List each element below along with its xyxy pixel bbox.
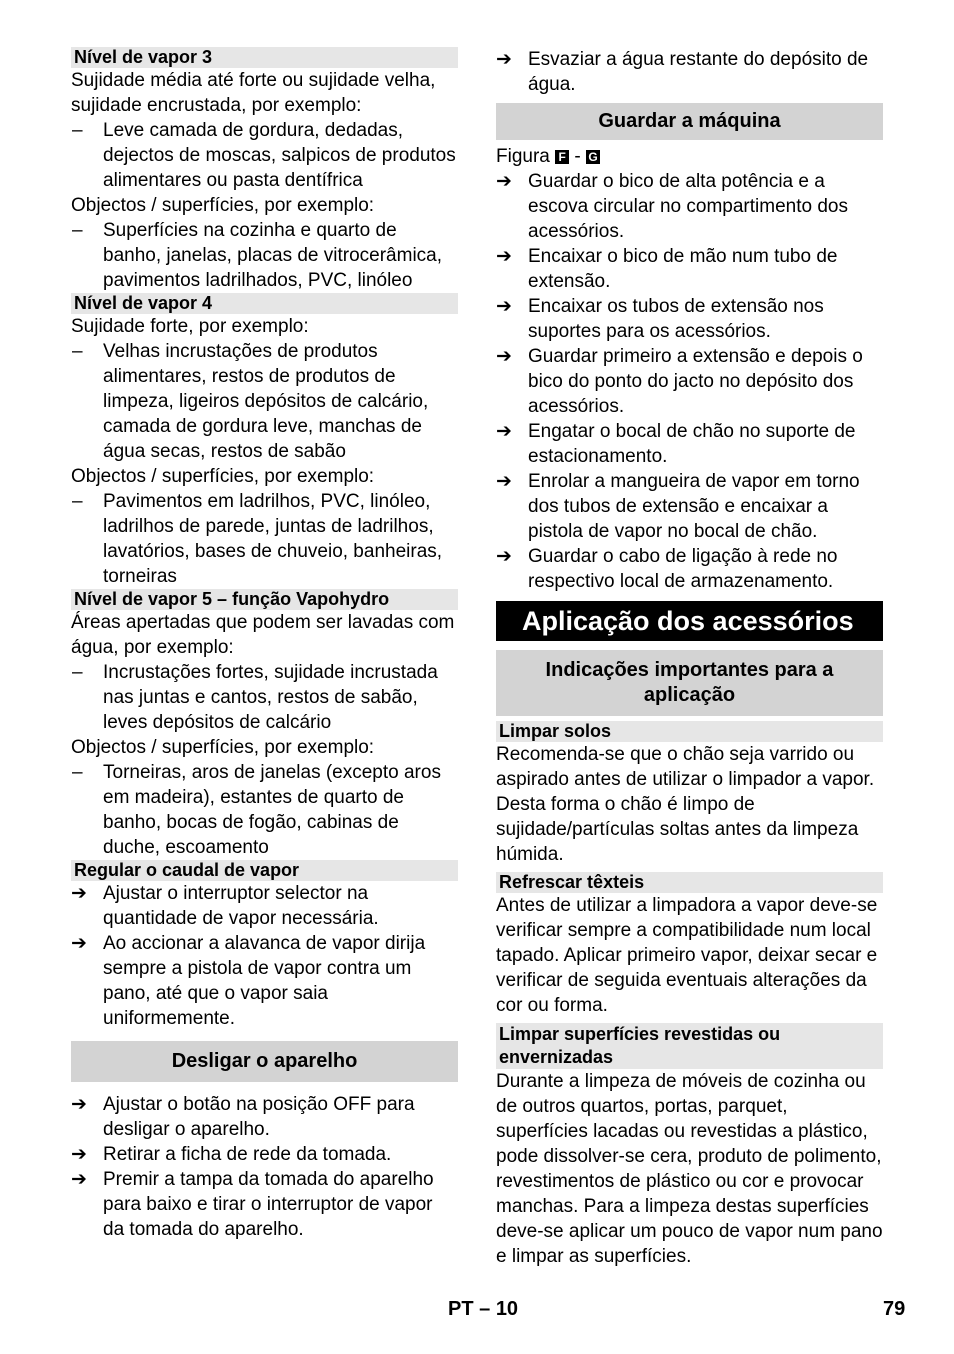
dash-bullet: – [72,662,83,683]
list-item-text: Encaixar os tubos de extensão nos suportes para os acessórios. [528,296,824,342]
paragraph: Objectos / superfícies, por exemplo: [71,737,375,758]
list-item [71,1167,458,1242]
list-item-text: Esvaziar a água restante do depósito de água. [528,49,869,95]
heading-steam-level-3: Nível de vapor 3 [71,47,458,68]
list-item [71,218,458,293]
figure-separator: - [574,146,581,167]
dash-list [71,339,458,464]
paragraph: Áreas apertadas que podem ser lavadas com água, por exemplo: [71,612,455,658]
list-item [496,469,883,544]
list-item-text: Encaixar o bico de mão num tubo de extensão. [528,246,838,292]
arrow-list [71,1092,458,1242]
left-column [71,47,458,1242]
list-item [71,881,458,931]
paragraph: Sujidade média até forte ou sujidade velha, sujidade encrustada, por exemplo: [71,70,436,116]
dash-list [71,760,458,860]
dash-list [71,118,458,193]
arrow-icon: ➔ [496,171,512,192]
arrow-icon: ➔ [71,883,87,904]
dash-bullet: – [72,220,83,241]
dash-bullet: – [72,341,83,362]
dash-bullet: – [72,491,83,512]
list-item-text: Superfícies na cozinha e quarto de banho, janelas, placas de vitrocerâmica, pavimentos ladrilhados, PVC, linóleo [103,220,443,291]
dash-list [71,218,458,293]
dash-bullet: – [72,120,83,141]
figure-key-g: G [586,150,600,164]
heading-steam-level-5: Nível de vapor 5 – função Vapohydro [71,589,458,610]
list-item-text: Leve camada de gordura, dedadas, dejectos de moscas, salpicos de produtos alimentares ou pasta dentífrica [103,120,456,191]
list-item [71,931,458,1031]
list-item-text: Guardar o bico de alta potência e a escova circular no compartimento dos acessórios. [528,171,848,242]
heading-coated-surfaces: Limpar superfícies revestidas ou envernizadas [496,1023,883,1069]
list-item [71,489,458,589]
arrow-icon: ➔ [496,246,512,267]
list-item-text: Ajustar o interruptor selector na quantidade de vapor necessária. [103,883,379,929]
heading-steam-level-4: Nível de vapor 4 [71,293,458,314]
page-footer-label [448,1297,518,1322]
paragraph: Recomenda-se que o chão seja varrido ou aspirado antes de utilizar o limpador a vapor. Desta forma o chão é limpo de sujidade/partículas soltas antes da limpeza húmida. [496,744,875,865]
paragraph: Objectos / superfícies, por exemplo: [71,466,375,487]
heading-clean-floors: Limpar solos [496,721,883,742]
arrow-list [496,169,883,594]
figure-key-f: F [555,150,569,164]
list-item [71,1142,458,1167]
paragraph: Sujidade forte, por exemplo: [71,316,309,337]
arrow-icon: ➔ [71,933,87,954]
list-item-text: Pavimentos em ladrilhos, PVC, linóleo, ladrilhos de parede, juntas de ladrilhos, lavatórios, bases de chuveio, banheiras, torneiras [103,491,443,587]
heading-refresh-textiles: Refrescar têxteis [496,872,883,893]
list-item-text: Velhas incrustações de produtos alimentares, restos de produtos de limpeza, ligeiros depósitos de calcário, camada de gordura leve, manchas de água secas, restos de sabão [103,341,429,462]
arrow-icon: ➔ [71,1169,87,1190]
footer-dash: – [479,1298,491,1320]
arrow-icon: ➔ [71,1094,87,1115]
list-item-text: Incrustações fortes, sujidade incrustada nas juntas e cantos, restos de sabão, leves depósitos de calcário [103,662,438,733]
list-item [496,169,883,244]
list-item-text: Guardar primeiro a extensão e depois o bico do ponto do jacto no depósito dos acessórios. [528,346,863,417]
figure-prefix: Figura [496,146,550,167]
figure-reference [496,144,883,169]
list-item [71,118,458,193]
list-item [71,660,458,735]
list-item [71,339,458,464]
paragraph: Objectos / superfícies, por exemplo: [71,195,375,216]
arrow-icon: ➔ [496,296,512,317]
footer-section: PT [448,1298,474,1320]
dash-list [71,489,458,589]
heading-accessories: Aplicação dos acessórios [496,601,883,641]
list-item-text: Guardar o cabo de ligação à rede no respectivo local de armazenamento. [528,546,838,592]
arrow-icon: ➔ [496,471,512,492]
list-item [71,1092,458,1142]
heading-switch-off: Desligar o aparelho [71,1041,458,1082]
arrow-icon: ➔ [496,346,512,367]
list-item [496,419,883,469]
list-item-text: Torneiras, aros de janelas (excepto aros em madeira), estantes de quarto de banho, bocas de fogão, cabinas de duche, escoamento [103,762,441,858]
arrow-icon: ➔ [71,1144,87,1165]
paragraph: Durante a limpeza de móveis de cozinha ou de outros quartos, portas, parquet, superfícies lacadas ou revestidas a plástico, pode dissolver-se cera, produto de polimento, revestimentos de plástico ou cor e provocar manchas. Para a limpeza destas superfícies deve-se aplicar um pouco de vapor num pano e limpar as superfícies. [496,1071,883,1267]
arrow-icon: ➔ [496,546,512,567]
list-item [496,344,883,419]
heading-regulate-steam: Regular o caudal de vapor [71,860,458,881]
heading-store-machine: Guardar a máquina [496,103,883,140]
heading-important-notes: Indicações importantes para a aplicação [496,650,883,716]
dash-bullet: – [72,762,83,783]
arrow-list [496,47,883,97]
footer-local-page: 10 [495,1298,519,1320]
list-item-text: Engatar o bocal de chão no suporte de estacionamento. [528,421,856,467]
list-item [496,47,883,97]
page-number: 79 [883,1298,906,1320]
arrow-icon: ➔ [496,49,512,70]
arrow-icon: ➔ [496,421,512,442]
list-item-text: Ao accionar a alavanca de vapor dirija sempre a pistola de vapor contra um pano, até que o vapor saia uniformemente. [103,933,426,1029]
list-item-text: Enrolar a mangueira de vapor em torno dos tubos de extensão e encaixar a pistola de vapor no bocal de chão. [528,471,860,542]
list-item [496,294,883,344]
list-item [496,544,883,594]
list-item-text: Retirar a ficha de rede da tomada. [103,1144,392,1165]
list-item [496,244,883,294]
paragraph: Antes de utilizar a limpadora a vapor deve-se verificar sempre a compatibilidade num local tapado. Aplicar primeiro vapor, deixar secar e verificar de seguida eventuais alterações da cor ou forma. [496,895,878,1016]
right-column [496,47,883,1269]
dash-list [71,660,458,735]
list-item [71,760,458,860]
list-item-text: Ajustar o botão na posição OFF para desligar o aparelho. [103,1094,415,1140]
arrow-list [71,881,458,1031]
list-item-text: Premir a tampa da tomada do aparelho para baixo e tirar o interruptor de vapor da tomada do aparelho. [103,1169,434,1240]
